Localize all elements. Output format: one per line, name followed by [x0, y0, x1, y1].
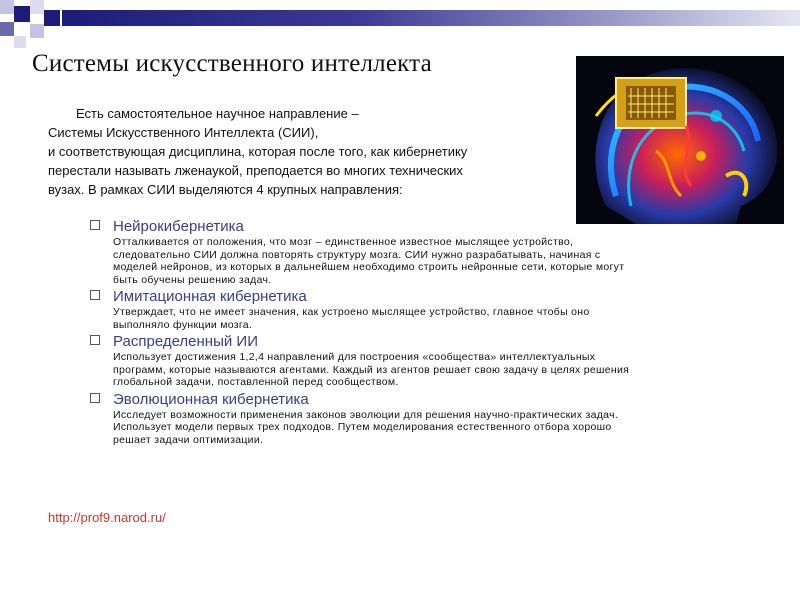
intro-line: перестали называть лженаукой, преподается во многих технических: [48, 163, 463, 178]
topic-title: Распределенный ИИ: [113, 333, 258, 350]
slide-title: Системы искусственного интеллекта: [32, 50, 432, 77]
square-bullet-icon: [90, 290, 100, 300]
topic-desc-line: Отталкивается от положения, что мозг – единственное известное мыслящее устройство,: [113, 236, 574, 248]
topic-item: [88, 332, 748, 389]
topic-desc-line: Использует достижения 1,2,4 направлений для построения «сообщества» интеллектуальных: [113, 351, 596, 363]
brain-chip-illustration: [576, 56, 784, 224]
topic-desc-line: программ, которые называются агентами. Каждый из агентов решает свою задачу в целях решения: [113, 363, 630, 376]
intro-paragraph: [48, 104, 568, 199]
topic-item: [88, 287, 748, 331]
topic-desc-line: Исследует возможности применения законов эволюции для решения научно-практических задач.: [113, 408, 619, 421]
topic-title: Нейрокибернетика: [113, 218, 244, 235]
topic-title: Имитационная кибернетика: [113, 288, 307, 305]
topic-desc-line: Утверждает, что не имеет значения, как устроено мыслящее устройство, главное чтобы оно: [113, 306, 590, 318]
deco-square: [0, 22, 14, 36]
topic-desc-line: решает задачи оптимизации.: [113, 433, 264, 446]
topic-desc-line: следовательно СИИ должна повторять структуру мозга. СИИ нужно разрабатывать, начиная с: [113, 248, 601, 261]
header-decoration: [0, 0, 800, 55]
square-bullet-icon: [90, 220, 100, 230]
topic-desc-line: быть обучены решению задач.: [113, 273, 272, 286]
topic-desc-line: Использует модели первых трех подходов. Путем моделирования естественного отбора хорошо: [113, 421, 612, 433]
topics-list: [88, 217, 748, 447]
deco-square: [30, 0, 44, 14]
intro-line: и соответствующая дисциплина, которая после того, как кибернетику: [48, 144, 468, 159]
topic-item: [88, 217, 748, 286]
intro-line: Системы Искусственного Интеллекта (СИИ),: [48, 125, 319, 140]
deco-square: [14, 36, 26, 48]
deco-square: [14, 6, 30, 22]
topic-desc-line: глобальной задачи, поставленной перед сообществом.: [113, 376, 399, 388]
intro-line: Есть самостоятельное научное направление –: [76, 106, 359, 121]
square-bullet-icon: [90, 335, 100, 345]
deco-square: [0, 0, 14, 14]
source-link[interactable]: http://prof9.narod.ru/: [48, 510, 166, 525]
gradient-band: [62, 10, 800, 26]
intro-line: вузах. В рамках СИИ выделяются 4 крупных направления:: [48, 182, 403, 197]
topic-desc-line: выполняло функции мозга.: [113, 318, 253, 331]
square-bullet-icon: [90, 393, 100, 403]
topic-desc-line: моделей нейронов, из которых в дальнейшем необходимо строить нейронные сети, которые могут: [113, 261, 625, 273]
deco-square: [44, 10, 60, 26]
topic-item: [88, 390, 748, 447]
brain-chip-image: [576, 56, 784, 224]
topic-title: Эволюционная кибернетика: [113, 390, 309, 408]
deco-square: [30, 24, 44, 38]
